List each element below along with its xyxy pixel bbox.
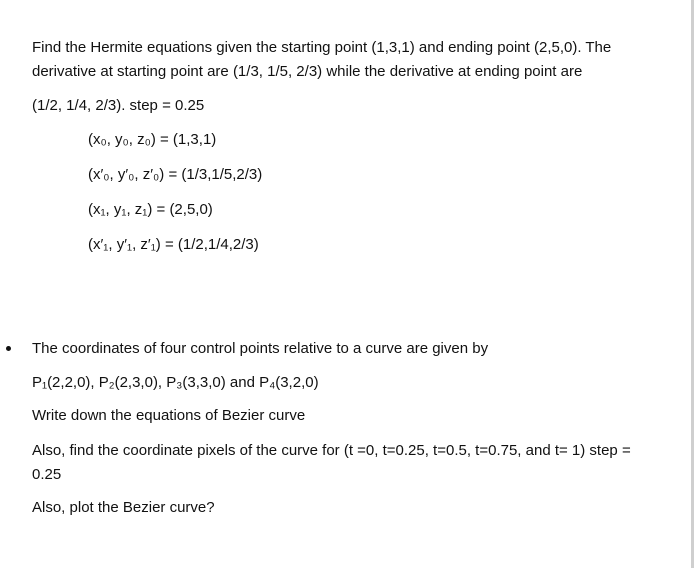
equation-end-derivative: (x′₁, y′₁, z′₁) = (1/2,1/4,2/3) — [88, 236, 259, 253]
equation-start-derivative: (x′₀, y′₀, z′₀) = (1/3,1/5,2/3) — [88, 166, 263, 183]
problem1-text-line-3: (1/2, 1/4, 2/3). step = 0.25 — [32, 97, 205, 114]
problem2-control-points: P₁(2,2,0), P₂(2,3,0), P₃(3,3,0) and P₄(3,2,0) — [32, 374, 319, 391]
problem2-text-line-3: Write down the equations of Bezier curve — [32, 407, 306, 424]
problem1-text-line-2: derivative at starting point are (1/3, 1/5, 2/3) while the derivative at ending point are — [32, 63, 583, 80]
equation-end-point: (x₁, y₁, z₁) = (2,5,0) — [88, 201, 213, 218]
problem2-text-line-6: Also, plot the Bezier curve? — [32, 499, 215, 516]
right-edge-rule — [691, 0, 694, 568]
equation-start-point: (x₀, y₀, z₀) = (1,3,1) — [88, 131, 217, 148]
problem1-text-line-1: Find the Hermite equations given the starting point (1,3,1) and ending point (2,5,0). The — [32, 39, 612, 56]
problem2-text-line-1: The coordinates of four control points relative to a curve are given by — [32, 340, 489, 357]
problem2-text-line-5: 0.25 — [32, 466, 62, 483]
bullet-point — [6, 346, 11, 351]
problem2-text-line-4: Also, find the coordinate pixels of the curve for (t =0, t=0.25, t=0.5, t=0.75, and t= 1) step = — [32, 442, 631, 459]
